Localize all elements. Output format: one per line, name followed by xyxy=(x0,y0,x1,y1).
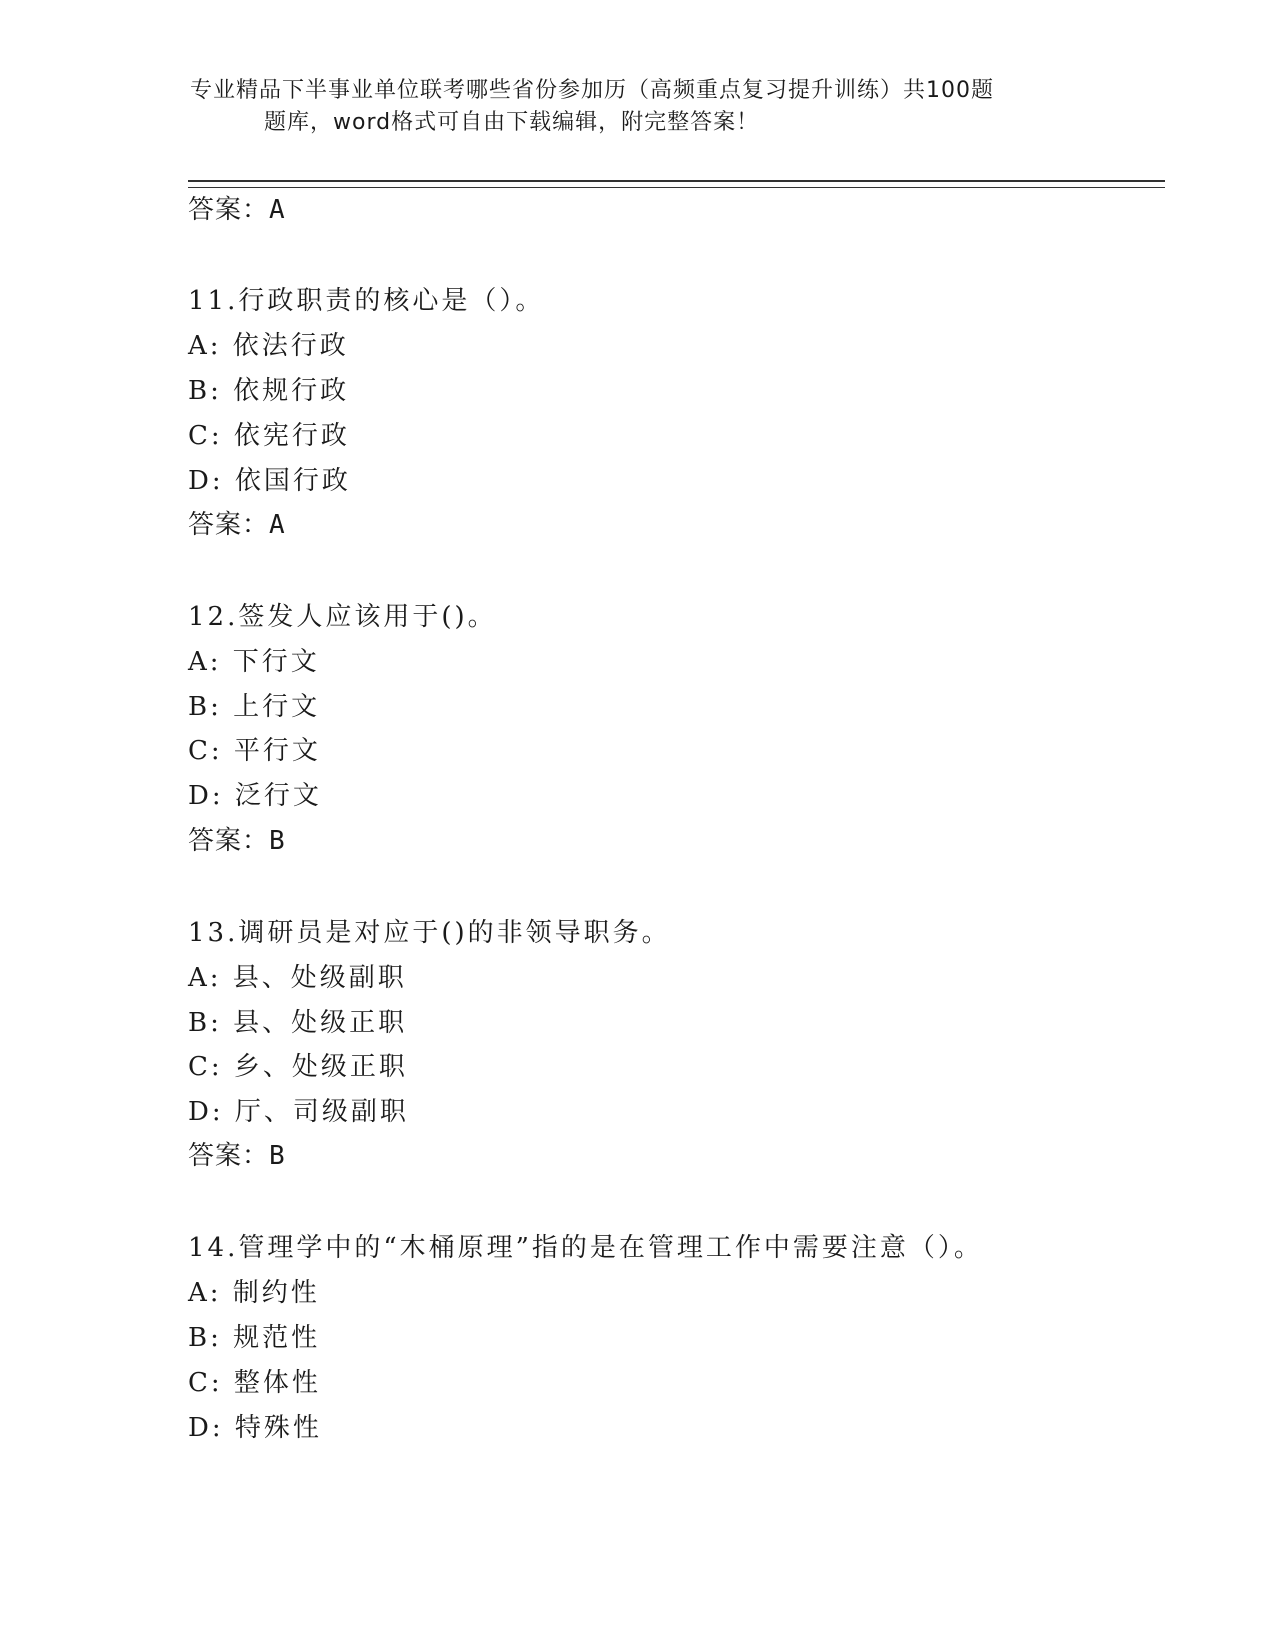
answer-label: 答案： xyxy=(188,510,270,540)
document-header xyxy=(190,75,1090,139)
answer-line xyxy=(188,1136,286,1176)
question-title: 13.调研员是对应于()的非领导职务。 xyxy=(188,918,671,948)
answer-line xyxy=(188,821,286,861)
question-title: 12.签发人应该用于()。 xyxy=(188,602,497,632)
option-b: B: 县、处级正职 xyxy=(188,1008,408,1038)
option-d: D: 泛行文 xyxy=(188,781,322,811)
option-a: A: 制约性 xyxy=(188,1278,320,1308)
answer-label: 答案： xyxy=(188,195,270,225)
answer-line xyxy=(188,505,286,545)
option-c: C: 整体性 xyxy=(188,1368,321,1398)
option-b: B: 依规行政 xyxy=(188,376,350,406)
option-a: A: 县、处级副职 xyxy=(188,963,407,993)
answer-value: A xyxy=(269,510,286,540)
question-title: 11.行政职责的核心是（）。 xyxy=(188,286,545,316)
option-b: B: 上行文 xyxy=(188,692,321,722)
option-d: D: 依国行政 xyxy=(188,466,351,496)
answer-value: A xyxy=(269,195,286,225)
option-d: D: 特殊性 xyxy=(188,1413,322,1443)
answer-label: 答案： xyxy=(188,1141,270,1171)
header-divider xyxy=(188,180,1165,188)
option-b: B: 规范性 xyxy=(188,1323,321,1353)
option-c: C: 乡、处级正职 xyxy=(188,1052,408,1082)
option-c: C: 依宪行政 xyxy=(188,421,350,451)
option-c: C: 平行文 xyxy=(188,736,321,766)
header-title-line-2: 题库，word格式可自由下载编辑，附完整答案！ xyxy=(264,110,760,135)
answer-value: B xyxy=(269,826,286,856)
answer-value: B xyxy=(269,1141,286,1171)
question-title: 14.管理学中的“木桶原理”指的是在管理工作中需要注意（）。 xyxy=(188,1233,983,1263)
answer-label: 答案： xyxy=(188,826,270,856)
header-title-line-1: 专业精品下半事业单位联考哪些省份参加历（高频重点复习提升训练）共100题 xyxy=(190,78,994,103)
option-a: A: 下行文 xyxy=(188,647,320,677)
option-d: D: 厅、司级副职 xyxy=(188,1097,409,1127)
answer-line xyxy=(188,190,286,230)
option-a: A: 依法行政 xyxy=(188,331,349,361)
